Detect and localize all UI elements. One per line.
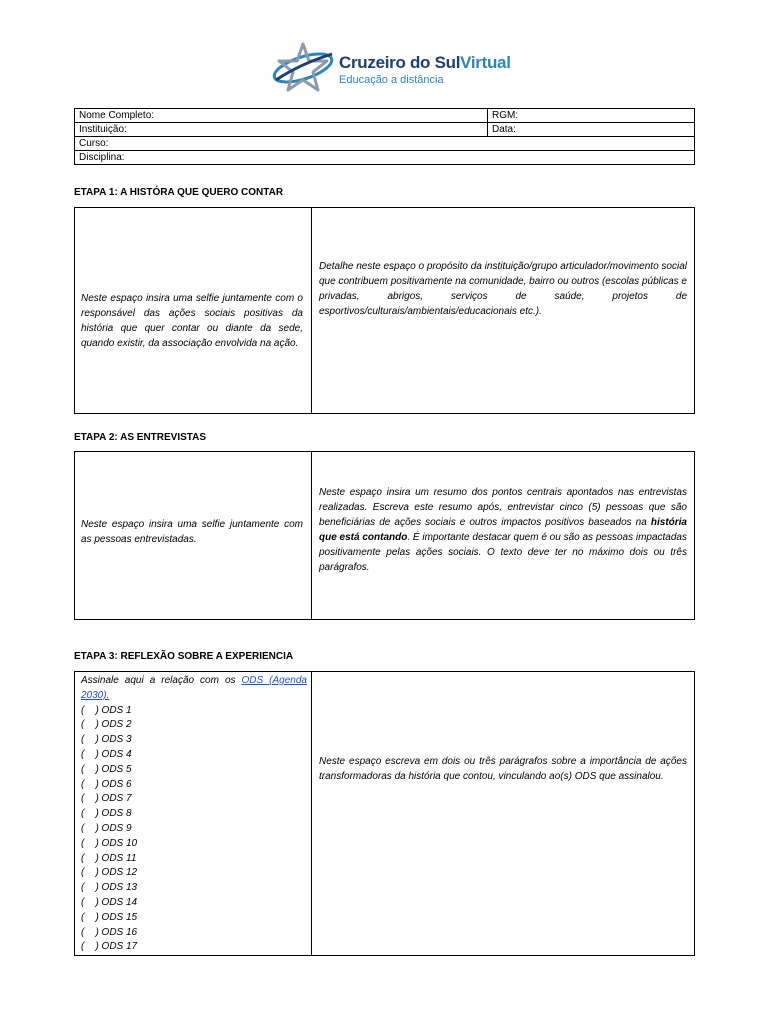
etapa3-reflection-area[interactable]: Neste espaço escreva em dois ou três parágrafos sobre a importância de ações transformadoras da história que contou, vinculando ao(s) ODS que assinalou. — [319, 756, 687, 782]
ods-item[interactable]: ( ) ODS 17 — [81, 941, 138, 953]
ods-item[interactable]: ( ) ODS 7 — [81, 793, 132, 805]
etapa1-title: ETAPA 1: A HISTÓRA QUE QUERO CONTAR — [74, 187, 284, 198]
ods-item[interactable]: ( ) ODS 2 — [81, 719, 132, 731]
etapa2-selfie-area[interactable]: Neste espaço insira uma selfie juntamente com as pessoas entrevistadas. — [81, 519, 303, 545]
ods-item[interactable]: ( ) ODS 13 — [81, 882, 138, 894]
nome-field[interactable]: Nome Completo: — [75, 109, 488, 123]
etapa2-summary-area[interactable]: Neste espaço insira um resumo dos pontos centrais apontados nas entrevistas realizadas. Escreva este resumo após, entrevistar cinco (5) pessoas que são beneficiárias de ações sociais e outros impactos positivos baseados na história que está contando. É importante destacar quem é ou são as pessoas impactadas positivamente pelas ações sociais. O texto deve ter no máximo dois ou três parágrafos. — [319, 487, 687, 573]
ods-item[interactable]: ( ) ODS 3 — [81, 734, 132, 746]
ods-item[interactable]: ( ) ODS 16 — [81, 926, 138, 938]
ods-item[interactable]: ( ) ODS 14 — [81, 896, 138, 908]
brand-tagline: Educação a distância — [339, 74, 444, 86]
student-info-table — [74, 108, 695, 165]
ods-item[interactable]: ( ) ODS 4 — [81, 748, 132, 760]
etapa3-box — [74, 671, 695, 956]
curso-field[interactable]: Curso: — [75, 137, 695, 151]
ods-item[interactable]: ( ) ODS 8 — [81, 808, 132, 820]
instituicao-field[interactable]: Instituição: — [75, 123, 488, 137]
etapa2-title: ETAPA 2: AS ENTREVISTAS — [74, 432, 207, 443]
ods-link[interactable]: ODS (Agenda 2030). — [81, 675, 307, 701]
ods-checklist — [81, 674, 307, 955]
ods-item[interactable]: ( ) ODS 1 — [81, 704, 132, 716]
ods-item[interactable]: ( ) ODS 11 — [81, 852, 137, 864]
etapa1-divider — [311, 208, 312, 413]
etapa3-title: ETAPA 3: REFLEXÃO SOBRE A EXPERIENCIA — [74, 651, 294, 662]
disciplina-field[interactable]: Disciplina: — [75, 151, 695, 165]
etapa2-box — [74, 451, 695, 620]
ods-item[interactable]: ( ) ODS 15 — [81, 911, 138, 923]
ods-item[interactable]: ( ) ODS 6 — [81, 778, 132, 790]
etapa2-divider — [311, 452, 312, 619]
data-field[interactable]: Data: — [488, 123, 695, 137]
etapa1-box — [74, 207, 695, 414]
star-logo-icon — [270, 40, 336, 96]
rgm-field[interactable]: RGM: — [488, 109, 695, 123]
ods-item[interactable]: ( ) ODS 9 — [81, 822, 132, 834]
etapa1-selfie-area[interactable]: Neste espaço insira uma selfie juntamente com o responsável das ações sociais positivas da história que quer contar ou diante da sede, quando existir, da associação envolvida na ação. — [81, 293, 303, 349]
etapa1-description-area[interactable]: Detalhe neste espaço o propósito da instituição/grupo articulador/movimento social que contribuem positivamente na comunidade, bairro ou outros (escolas públicas e privadas, abrigos, serviços de saúde, projetos de esportivos/culturais/ambientais/educacionais etc.). — [319, 261, 687, 317]
ods-item[interactable]: ( ) ODS 12 — [81, 867, 138, 879]
logo — [270, 40, 510, 96]
ods-item[interactable]: ( ) ODS 5 — [81, 763, 132, 775]
ods-item[interactable]: ( ) ODS 10 — [81, 837, 138, 849]
ods-intro: Assinale aqui a relação com os ODS (Agenda 2030). — [81, 675, 307, 701]
brand-name: Cruzeiro do SulVirtual — [339, 53, 511, 72]
etapa3-divider — [311, 672, 312, 955]
